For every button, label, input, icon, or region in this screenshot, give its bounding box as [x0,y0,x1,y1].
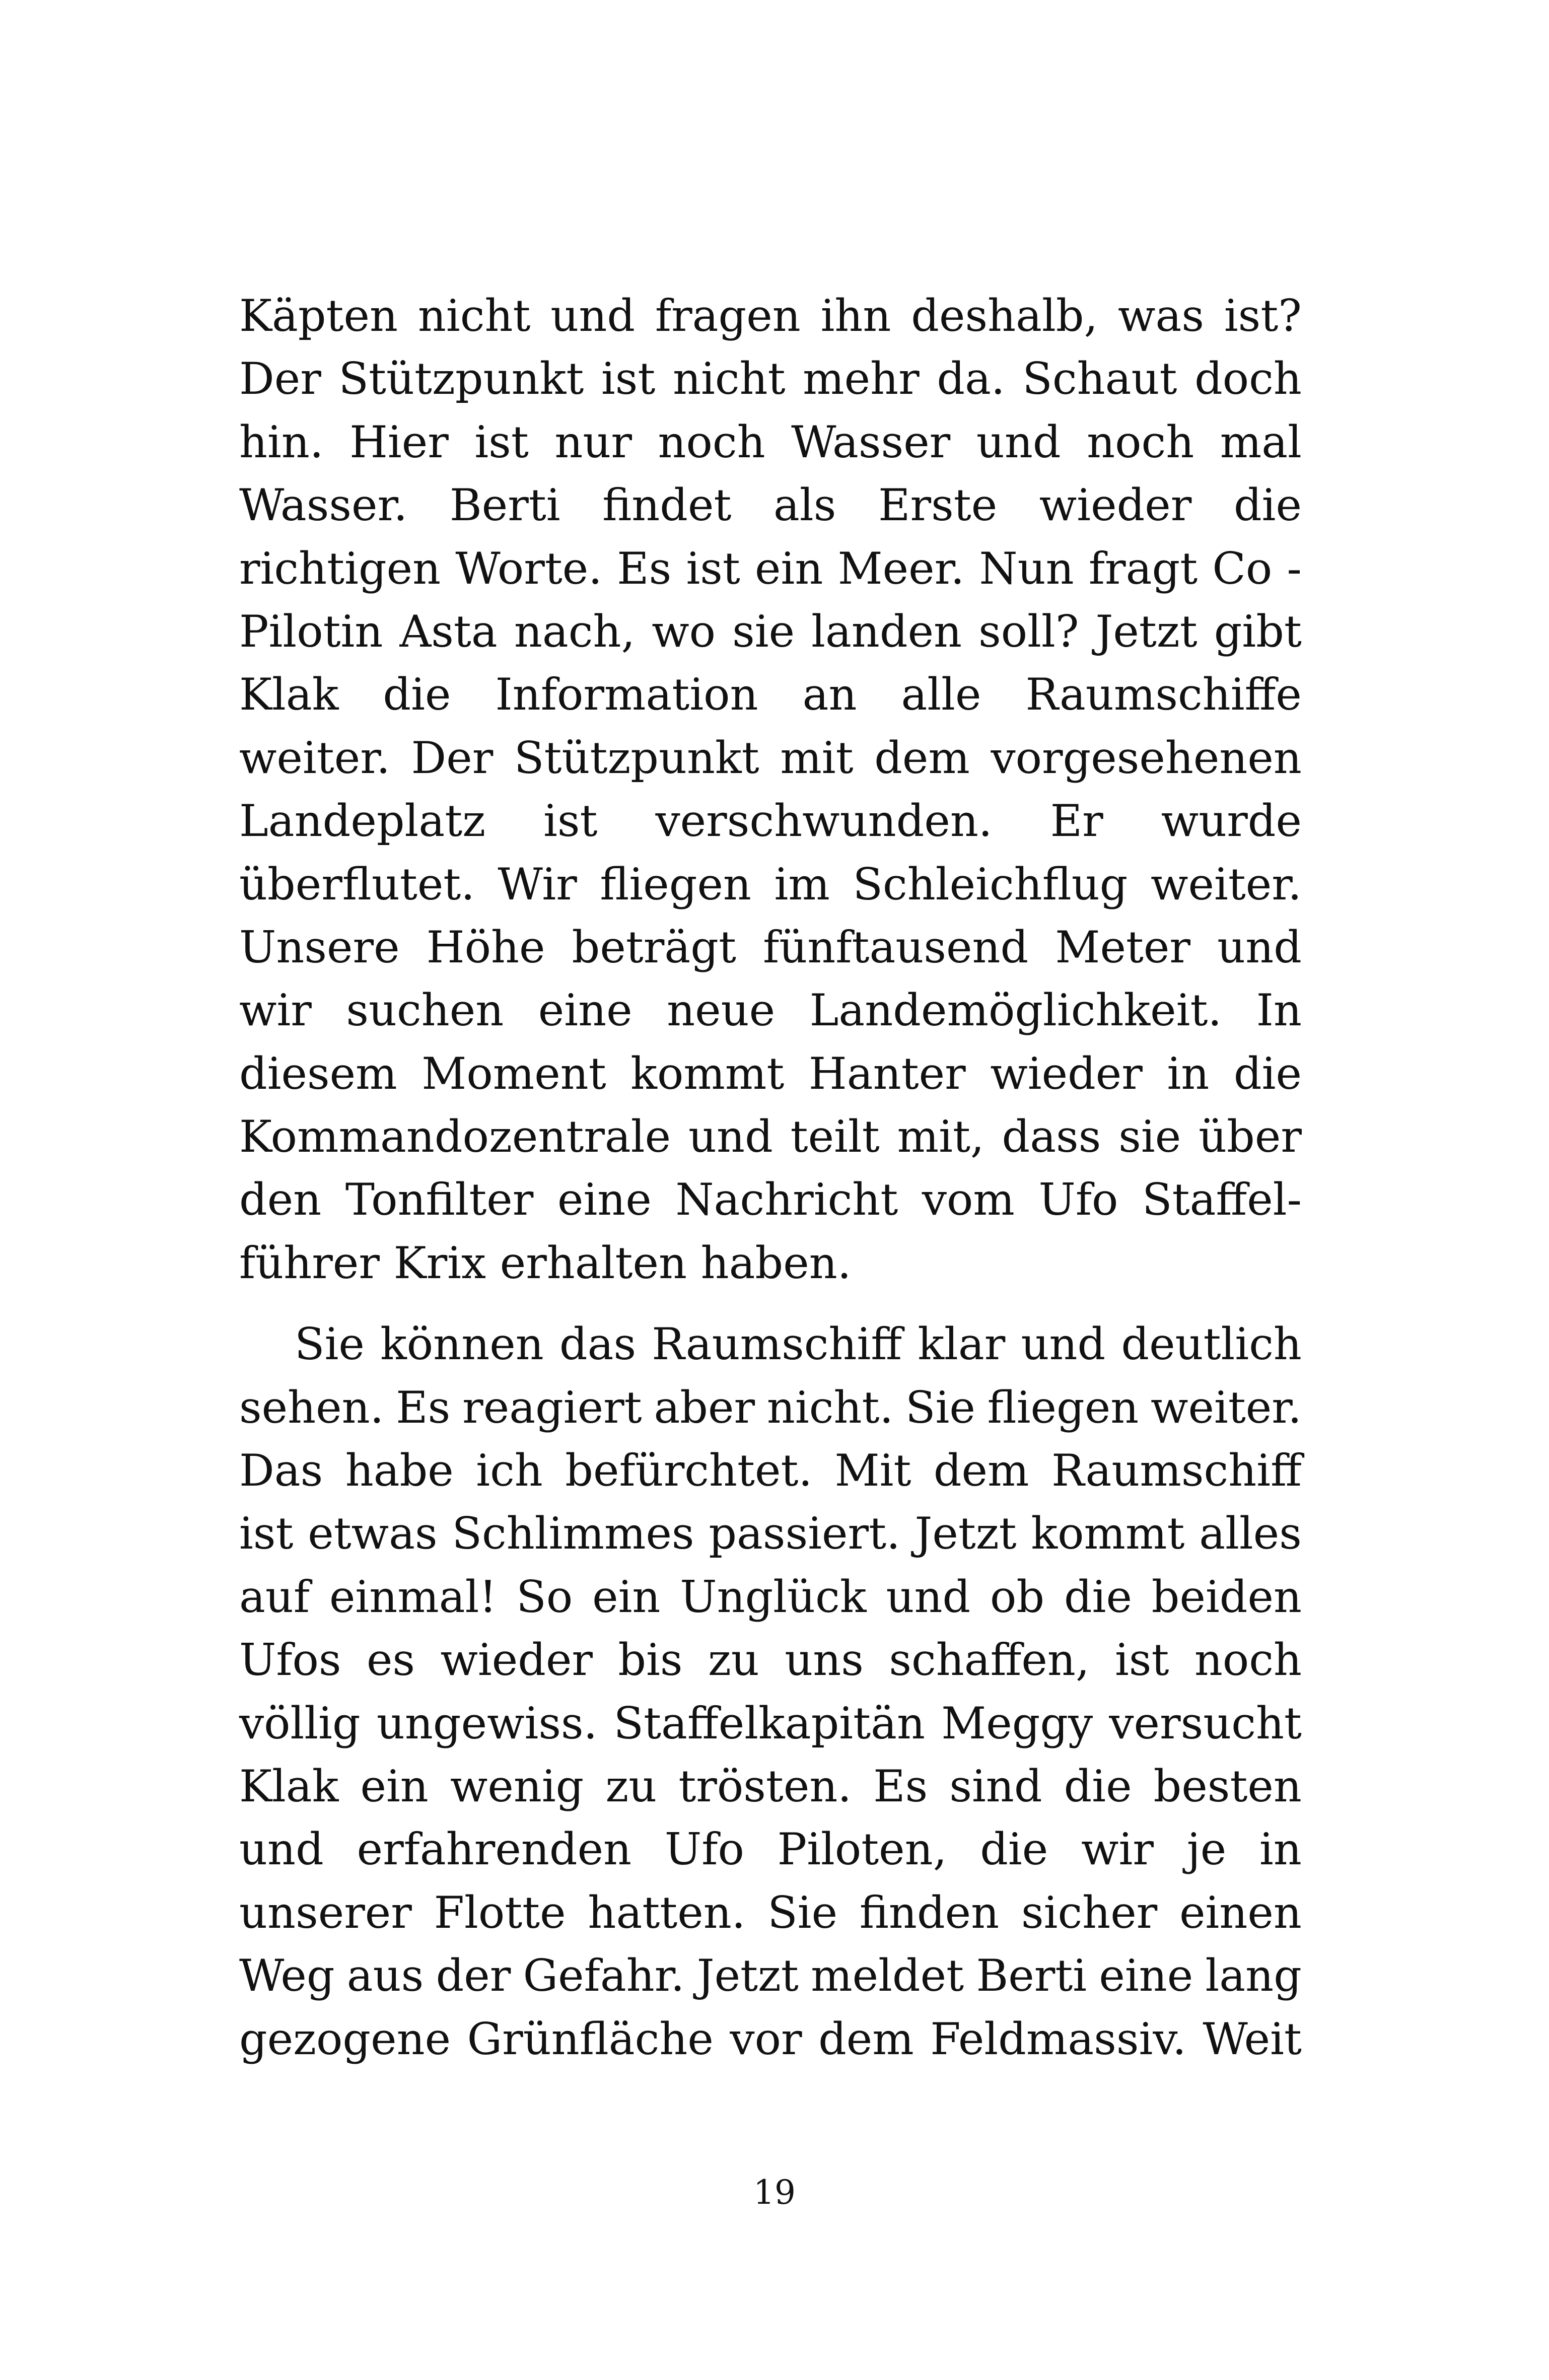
text-line: Landeplatz ist verschwunden. Er wurde [239,795,1302,847]
text-line: völlig ungewiss. Staffelkapitän Meggy versucht [239,1697,1302,1749]
text-line: Das habe ich befürchtet. Mit dem Raumschiff [239,1445,1302,1497]
text-line: Unsere Höhe beträgt fünftausend Meter und [239,921,1302,973]
text-line: auf einmal! So ein Unglück und ob die beiden [239,1571,1302,1623]
text-line: richtigen Worte. Es ist ein Meer. Nun fragt Co - [239,542,1302,594]
paragraph-gap [239,1295,1302,1313]
text-line: überflutet. Wir fliegen im Schleichflug weiter. [239,858,1302,910]
text-line: Wasser. Berti findet als Erste wieder die [239,479,1302,531]
text-line: Weg aus der Gefahr. Jetzt meldet Berti eine lang [239,1950,1302,2002]
page-number: 19 [753,2173,796,2212]
paragraph [239,285,1302,1295]
paragraph [239,1313,1302,2071]
text-line: ist etwas Schlimmes passiert. Jetzt kommt alles [239,1508,1302,1560]
text-line: weiter. Der Stützpunkt mit dem vorgesehenen [239,732,1302,784]
text-line: den Tonfilter eine Nachricht vom Ufo Staffel- [239,1174,1302,1226]
text-line: Kommandozentrale und teilt mit, dass sie über [239,1111,1302,1163]
body-text [239,285,1302,2071]
text-line: gezogene Grünfläche vor dem Feldmassiv. Weit [239,2013,1302,2065]
text-line: Ufos es wieder bis zu uns schaffen, ist noch [239,1634,1302,1686]
text-line: Klak die Information an alle Raumschiffe [239,669,1302,721]
text-line: Käpten nicht und fragen ihn deshalb, was ist? [239,290,1302,341]
text-line: diesem Moment kommt Hanter wieder in die [239,1047,1302,1099]
text-line: sehen. Es reagiert aber nicht. Sie fliegen weiter. [239,1381,1302,1433]
text-line: hin. Hier ist nur noch Wasser und noch mal [239,416,1302,468]
text-line: führer Krix erhalten haben. [239,1237,852,1289]
text-line: Klak ein wenig zu trösten. Es sind die besten [239,1760,1302,1812]
text-line: Der Stützpunkt ist nicht mehr da. Schaut doch [239,353,1302,405]
text-line: unserer Flotte hatten. Sie finden sicher einen [239,1886,1302,1938]
text-line: und erfahrenden Ufo Piloten, die wir je in [239,1824,1302,1875]
text-line: Sie können das Raumschiff klar und deutlich [295,1318,1302,1370]
text-line: Pilotin Asta nach, wo sie landen soll? Jetzt gibt [239,605,1302,657]
text-line: wir suchen eine neue Landemöglichkeit. In [239,985,1302,1036]
